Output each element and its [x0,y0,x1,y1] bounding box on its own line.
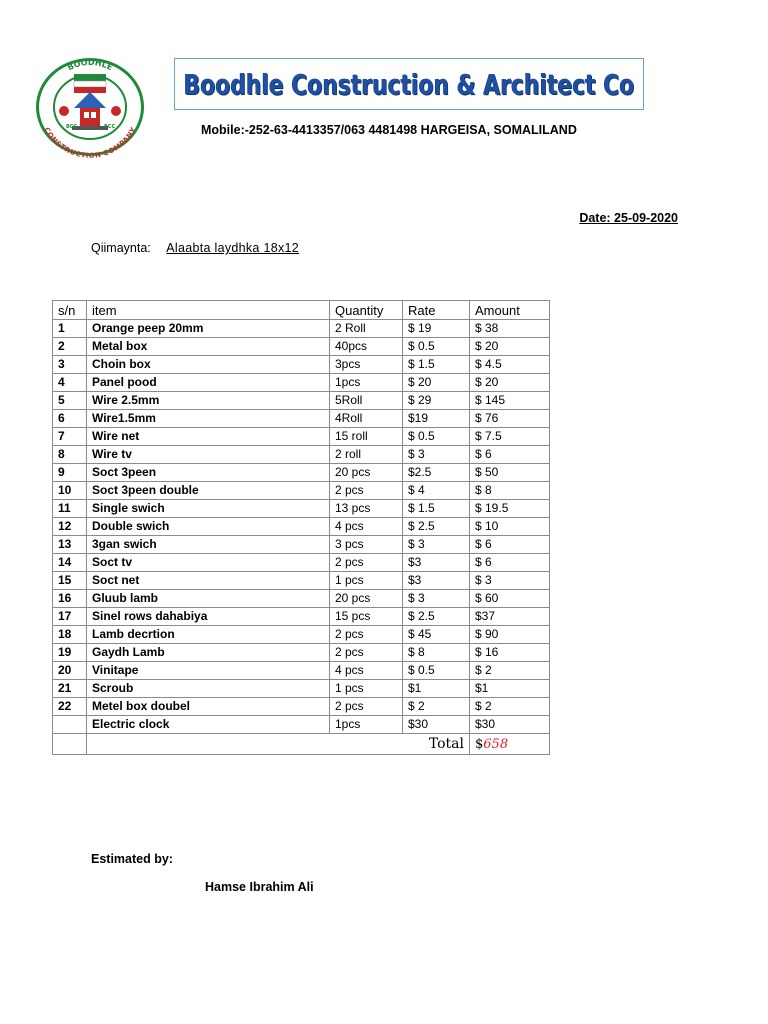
total-currency: $ [475,736,484,752]
row-item: Vinitape [87,662,330,680]
row-rate: $ 19 [403,320,470,338]
row-amount: $1 [470,680,550,698]
row-sn: 19 [53,644,87,662]
row-rate: $ 0.5 [403,338,470,356]
row-quantity: 2 pcs [330,698,403,716]
row-rate: $ 0.5 [403,428,470,446]
quote-line [91,241,299,255]
table-row [53,590,550,608]
table-row [53,680,550,698]
row-quantity: 2 pcs [330,626,403,644]
row-rate: $ 3 [403,590,470,608]
table-row [53,500,550,518]
estimator-name: Hamse Ibrahim Ali [205,880,314,894]
row-sn: 2 [53,338,87,356]
row-quantity: 40pcs [330,338,403,356]
header-quantity: Quantity [330,301,403,320]
table-row [53,356,550,374]
row-rate: $ 29 [403,392,470,410]
total-value: 658 [483,736,509,752]
row-item: 3gan swich [87,536,330,554]
row-quantity: 20 pcs [330,590,403,608]
row-amount: $ 50 [470,464,550,482]
row-rate: $ 4 [403,482,470,500]
row-rate: $2.5 [403,464,470,482]
row-rate: $ 1.5 [403,500,470,518]
total-value-cell [470,734,550,755]
logo-top-text: BOODHLE [66,57,114,73]
row-amount: $ 4.5 [470,356,550,374]
total-label: Total [428,735,464,752]
row-amount: $ 60 [470,590,550,608]
row-item: Electric clock [87,716,330,734]
row-rate: $ 45 [403,626,470,644]
row-item: Soct tv [87,554,330,572]
total-empty-cell [53,734,87,755]
table-row [53,410,550,428]
row-sn: 1 [53,320,87,338]
row-quantity: 20 pcs [330,464,403,482]
row-item: Gaydh Lamb [87,644,330,662]
row-amount: $ 6 [470,446,550,464]
row-sn: 12 [53,518,87,536]
table-row [53,572,550,590]
row-amount: $ 90 [470,626,550,644]
row-item: Double swich [87,518,330,536]
table-row [53,662,550,680]
row-rate: $ 2.5 [403,608,470,626]
row-quantity: 1 pcs [330,572,403,590]
row-quantity: 5Roll [330,392,403,410]
row-amount: $ 20 [470,374,550,392]
row-sn: 17 [53,608,87,626]
row-amount: $ 6 [470,536,550,554]
row-rate: $19 [403,410,470,428]
row-amount: $ 145 [470,392,550,410]
row-item: Scroub [87,680,330,698]
table-row [53,428,550,446]
row-rate: $ 0.5 [403,662,470,680]
logo-badge-right: BCC [104,124,116,130]
row-rate: $ 1.5 [403,356,470,374]
row-item: Single swich [87,500,330,518]
row-rate: $3 [403,554,470,572]
document-date: Date: 25-09-2020 [579,211,678,225]
row-sn: 7 [53,428,87,446]
row-sn: 15 [53,572,87,590]
table-row [53,608,550,626]
row-item: Gluub lamb [87,590,330,608]
row-item: Wire tv [87,446,330,464]
row-amount: $ 10 [470,518,550,536]
table-row [53,392,550,410]
row-sn: 3 [53,356,87,374]
table-row [53,518,550,536]
row-rate: $ 3 [403,446,470,464]
row-rate: $ 2 [403,698,470,716]
table-row [53,482,550,500]
table-row [53,554,550,572]
row-amount: $ 3 [470,572,550,590]
row-amount: $ 2 [470,662,550,680]
row-sn: 16 [53,590,87,608]
estimated-by-label: Estimated by: [91,852,173,866]
table-row [53,464,550,482]
row-quantity: 2 pcs [330,644,403,662]
table-row [53,644,550,662]
table-row [53,716,550,734]
row-quantity: 4 pcs [330,662,403,680]
row-item: Wire1.5mm [87,410,330,428]
row-amount: $30 [470,716,550,734]
row-quantity: 15 pcs [330,608,403,626]
header-item: item [87,301,330,320]
row-item: Panel pood [87,374,330,392]
row-sn [53,716,87,734]
table-header-row [53,301,550,320]
row-sn: 9 [53,464,87,482]
row-quantity: 1 pcs [330,680,403,698]
company-name: Boodhle Construction & Architect Co [183,67,635,101]
table-row [53,626,550,644]
table-row [53,536,550,554]
row-rate: $ 2.5 [403,518,470,536]
row-amount: $ 7.5 [470,428,550,446]
table-row [53,338,550,356]
row-rate: $ 3 [403,536,470,554]
row-amount: $ 8 [470,482,550,500]
row-sn: 13 [53,536,87,554]
row-quantity: 1pcs [330,716,403,734]
row-quantity: 2 roll [330,446,403,464]
row-rate: $30 [403,716,470,734]
row-sn: 5 [53,392,87,410]
row-item: Orange peep 20mm [87,320,330,338]
row-sn: 21 [53,680,87,698]
row-sn: 6 [53,410,87,428]
total-label-cell [87,734,470,755]
row-item: Soct net [87,572,330,590]
row-amount: $ 20 [470,338,550,356]
row-amount: $37 [470,608,550,626]
row-quantity: 2 pcs [330,482,403,500]
row-quantity: 3 pcs [330,536,403,554]
row-sn: 11 [53,500,87,518]
items-table [52,300,550,755]
header-rate: Rate [403,301,470,320]
total-row [53,734,550,755]
row-sn: 4 [53,374,87,392]
header-sn: s/n [53,301,87,320]
row-quantity: 2 Roll [330,320,403,338]
contact-line: Mobile:-252-63-4413357/063 4481498 HARGEISA, SOMALILAND [201,123,577,137]
table-row [53,698,550,716]
row-amount: $ 2 [470,698,550,716]
row-quantity: 3pcs [330,356,403,374]
row-item: Wire net [87,428,330,446]
row-quantity: 1pcs [330,374,403,392]
row-sn: 20 [53,662,87,680]
header-amount: Amount [470,301,550,320]
row-quantity: 4Roll [330,410,403,428]
company-banner [174,58,644,110]
row-amount: $ 19.5 [470,500,550,518]
row-rate: $ 8 [403,644,470,662]
row-rate: $1 [403,680,470,698]
row-sn: 8 [53,446,87,464]
row-rate: $ 20 [403,374,470,392]
row-rate: $3 [403,572,470,590]
row-item: Soct 3peen double [87,482,330,500]
logo-badge-left: BCC [66,124,78,130]
row-item: Soct 3peen [87,464,330,482]
company-logo [34,56,146,158]
row-amount: $ 38 [470,320,550,338]
row-quantity: 15 roll [330,428,403,446]
table-row [53,374,550,392]
quote-subject: Alaabta laydhka 18x12 [166,241,300,255]
row-sn: 18 [53,626,87,644]
row-item: Sinel rows dahabiya [87,608,330,626]
row-quantity: 4 pcs [330,518,403,536]
row-quantity: 13 pcs [330,500,403,518]
logo-bottom-text: CONSTRUCTION COMPANY [42,126,138,158]
table-row [53,446,550,464]
row-amount: $ 6 [470,554,550,572]
row-quantity: 2 pcs [330,554,403,572]
row-item: Lamb decrtion [87,626,330,644]
row-item: Wire 2.5mm [87,392,330,410]
row-amount: $ 16 [470,644,550,662]
row-item: Choin box [87,356,330,374]
row-amount: $ 76 [470,410,550,428]
quote-label: Qiimaynta: [91,241,151,255]
row-sn: 14 [53,554,87,572]
table-row [53,320,550,338]
row-sn: 22 [53,698,87,716]
row-sn: 10 [53,482,87,500]
row-item: Metal box [87,338,330,356]
row-item: Metel box doubel [87,698,330,716]
